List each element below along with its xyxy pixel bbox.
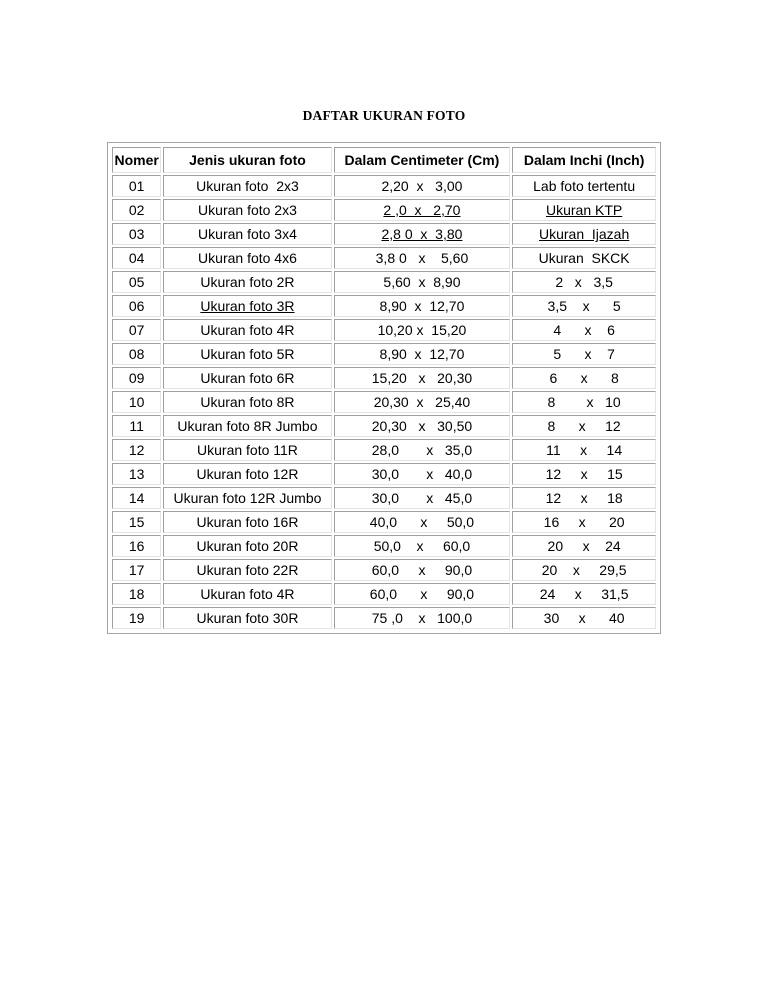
cell-centimeter: 20,30 x 30,50	[334, 415, 511, 437]
cell-centimeter: 3,8 0 x 5,60	[334, 247, 511, 269]
cell-jenis-ukuran: Ukuran foto 8R Jumbo	[163, 415, 331, 437]
cell-jenis-ukuran: Ukuran foto 4R	[163, 319, 331, 341]
table-header-row	[112, 147, 656, 173]
cell-inchi: 8 x 10	[512, 391, 656, 413]
table-row	[112, 607, 656, 629]
cell-nomer: 01	[112, 175, 161, 197]
cell-nomer: 16	[112, 535, 161, 557]
cell-jenis-ukuran: Ukuran foto 8R	[163, 391, 331, 413]
cell-nomer: 13	[112, 463, 161, 485]
cell-centimeter: 20,30 x 25,40	[334, 391, 511, 413]
header-nomer: Nomer	[112, 147, 161, 173]
cell-centimeter: 5,60 x 8,90	[334, 271, 511, 293]
cell-jenis-ukuran: Ukuran foto 22R	[163, 559, 331, 581]
cell-nomer: 18	[112, 583, 161, 605]
cell-centimeter: 30,0 x 40,0	[334, 463, 511, 485]
header-jenis-ukuran: Jenis ukuran foto	[163, 147, 331, 173]
cell-inchi: 8 x 12	[512, 415, 656, 437]
table-row	[112, 247, 656, 269]
cell-centimeter: 60,0 x 90,0	[334, 559, 511, 581]
table-row	[112, 583, 656, 605]
table-body	[112, 175, 656, 629]
cell-inchi: 20 x 24	[512, 535, 656, 557]
cell-inchi: 20 x 29,5	[512, 559, 656, 581]
cell-nomer: 19	[112, 607, 161, 629]
cell-nomer: 02	[112, 199, 161, 221]
cell-jenis-ukuran: Ukuran foto 2R	[163, 271, 331, 293]
cell-nomer: 04	[112, 247, 161, 269]
cell-centimeter: 2 ,0 x 2,70	[334, 199, 511, 221]
cell-centimeter: 30,0 x 45,0	[334, 487, 511, 509]
cell-nomer: 11	[112, 415, 161, 437]
cell-jenis-ukuran: Ukuran foto 30R	[163, 607, 331, 629]
table-row	[112, 199, 656, 221]
cell-inchi: 2 x 3,5	[512, 271, 656, 293]
cell-inchi: Ukuran Ijazah	[512, 223, 656, 245]
cell-inchi: 6 x 8	[512, 367, 656, 389]
cell-inchi: 12 x 18	[512, 487, 656, 509]
cell-inchi: 12 x 15	[512, 463, 656, 485]
table-row	[112, 439, 656, 461]
cell-jenis-ukuran: Ukuran foto 4x6	[163, 247, 331, 269]
cell-inchi: 3,5 x 5	[512, 295, 656, 317]
table-row	[112, 343, 656, 365]
cell-jenis-ukuran: Ukuran foto 2x3	[163, 199, 331, 221]
table-row	[112, 295, 656, 317]
cell-jenis-ukuran: Ukuran foto 3R	[163, 295, 331, 317]
cell-inchi: Ukuran KTP	[512, 199, 656, 221]
cell-jenis-ukuran: Ukuran foto 12R	[163, 463, 331, 485]
cell-nomer: 07	[112, 319, 161, 341]
page-title: DAFTAR UKURAN FOTO	[302, 108, 466, 123]
cell-centimeter: 15,20 x 20,30	[334, 367, 511, 389]
cell-nomer: 09	[112, 367, 161, 389]
cell-inchi: 30 x 40	[512, 607, 656, 629]
cell-nomer: 12	[112, 439, 161, 461]
cell-jenis-ukuran: Ukuran foto 16R	[163, 511, 331, 533]
header-inchi: Dalam Inchi (Inch)	[512, 147, 656, 173]
header-centimeter: Dalam Centimeter (Cm)	[334, 147, 511, 173]
cell-jenis-ukuran: Ukuran foto 11R	[163, 439, 331, 461]
photo-size-table	[110, 145, 658, 631]
cell-inchi: 5 x 7	[512, 343, 656, 365]
cell-centimeter: 40,0 x 50,0	[334, 511, 511, 533]
table-row	[112, 175, 656, 197]
table-row	[112, 487, 656, 509]
cell-nomer: 10	[112, 391, 161, 413]
cell-jenis-ukuran: Ukuran foto 2x3	[163, 175, 331, 197]
cell-centimeter: 10,20 x 15,20	[334, 319, 511, 341]
cell-inchi: 11 x 14	[512, 439, 656, 461]
table-row	[112, 415, 656, 437]
cell-nomer: 03	[112, 223, 161, 245]
table-row	[112, 271, 656, 293]
cell-nomer: 08	[112, 343, 161, 365]
table-row	[112, 559, 656, 581]
cell-jenis-ukuran: Ukuran foto 4R	[163, 583, 331, 605]
cell-inchi: Lab foto tertentu	[512, 175, 656, 197]
photo-size-table-container	[107, 142, 661, 634]
cell-centimeter: 2,20 x 3,00	[334, 175, 511, 197]
cell-jenis-ukuran: Ukuran foto 5R	[163, 343, 331, 365]
table-row	[112, 367, 656, 389]
cell-inchi: 16 x 20	[512, 511, 656, 533]
cell-jenis-ukuran: Ukuran foto 6R	[163, 367, 331, 389]
cell-centimeter: 8,90 x 12,70	[334, 343, 511, 365]
cell-nomer: 05	[112, 271, 161, 293]
cell-nomer: 14	[112, 487, 161, 509]
cell-jenis-ukuran: Ukuran foto 12R Jumbo	[163, 487, 331, 509]
cell-jenis-ukuran: Ukuran foto 20R	[163, 535, 331, 557]
table-row	[112, 463, 656, 485]
cell-nomer: 06	[112, 295, 161, 317]
table-row	[112, 223, 656, 245]
cell-nomer: 15	[112, 511, 161, 533]
cell-centimeter: 28,0 x 35,0	[334, 439, 511, 461]
cell-inchi: 24 x 31,5	[512, 583, 656, 605]
cell-centimeter: 8,90 x 12,70	[334, 295, 511, 317]
cell-nomer: 17	[112, 559, 161, 581]
table-row	[112, 319, 656, 341]
table-row	[112, 535, 656, 557]
table-row	[112, 391, 656, 413]
cell-centimeter: 2,8 0 x 3,80	[334, 223, 511, 245]
table-row	[112, 511, 656, 533]
cell-inchi: Ukuran SKCK	[512, 247, 656, 269]
cell-inchi: 4 x 6	[512, 319, 656, 341]
cell-centimeter: 75 ,0 x 100,0	[334, 607, 511, 629]
cell-centimeter: 60,0 x 90,0	[334, 583, 511, 605]
cell-jenis-ukuran: Ukuran foto 3x4	[163, 223, 331, 245]
cell-centimeter: 50,0 x 60,0	[334, 535, 511, 557]
